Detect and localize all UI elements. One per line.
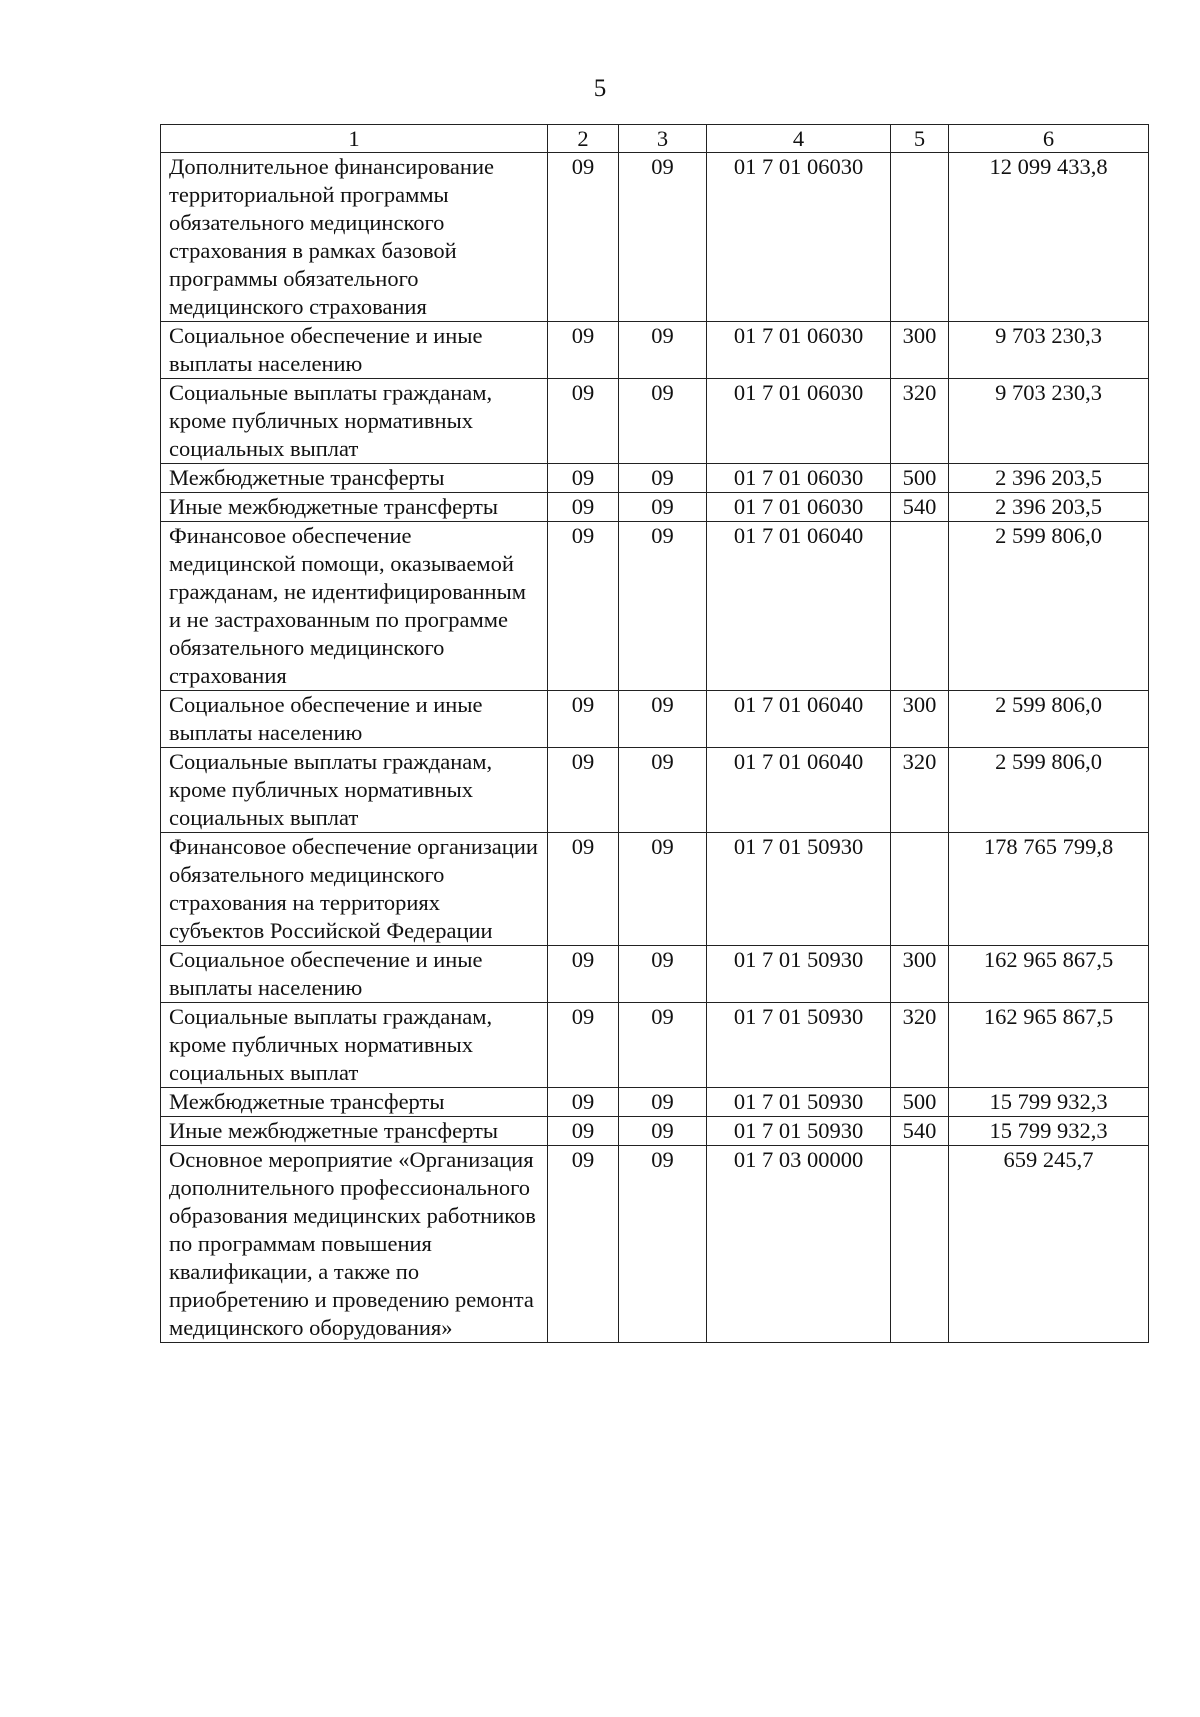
row-target-article-cell: 01 7 01 50930 [707,1117,891,1146]
table-row [161,691,1149,748]
row-name-cell: Иные межбюджетные трансферты [161,1117,548,1146]
row-name-cell: Социальное обеспечение и иные выплаты населению [161,691,548,748]
row-section-cell: 09 [548,833,619,946]
column-header-4: 4 [707,125,891,153]
row-subsection-cell: 09 [619,493,707,522]
column-header-6: 6 [949,125,1149,153]
row-target-article-cell: 01 7 01 06030 [707,464,891,493]
row-target-article-cell: 01 7 01 06030 [707,493,891,522]
row-section-cell: 09 [548,1146,619,1343]
row-expense-type-cell: 320 [891,748,949,833]
row-section-cell: 09 [548,493,619,522]
row-amount-cell: 2 599 806,0 [949,522,1149,691]
column-header-1: 1 [161,125,548,153]
row-subsection-cell: 09 [619,946,707,1003]
table-row [161,1003,1149,1088]
budget-table [160,124,1149,1343]
column-header-3: 3 [619,125,707,153]
row-section-cell: 09 [548,1117,619,1146]
row-target-article-cell: 01 7 01 50930 [707,1088,891,1117]
row-target-article-cell: 01 7 01 06030 [707,379,891,464]
row-name-cell: Основное мероприятие «Организация дополнительного профессионального образования медицинских работников по программам повышения квалификации, а также по приобретению и проведению ремонта медицинского оборудования» [161,1146,548,1343]
row-subsection-cell: 09 [619,833,707,946]
row-subsection-cell: 09 [619,153,707,322]
row-subsection-cell: 09 [619,1117,707,1146]
row-section-cell: 09 [548,691,619,748]
row-subsection-cell: 09 [619,464,707,493]
row-target-article-cell: 01 7 01 06040 [707,748,891,833]
table-row [161,522,1149,691]
row-expense-type-cell [891,1146,949,1343]
header-row [161,125,1149,153]
row-subsection-cell: 09 [619,1088,707,1117]
row-name-cell: Социальные выплаты гражданам, кроме публичных нормативных социальных выплат [161,379,548,464]
row-amount-cell: 9 703 230,3 [949,379,1149,464]
row-name-cell: Социальные выплаты гражданам, кроме публичных нормативных социальных выплат [161,1003,548,1088]
table-row [161,1117,1149,1146]
table-row [161,748,1149,833]
table-row [161,153,1149,322]
row-amount-cell: 178 765 799,8 [949,833,1149,946]
row-target-article-cell: 01 7 01 50930 [707,946,891,1003]
row-expense-type-cell: 320 [891,1003,949,1088]
row-section-cell: 09 [548,464,619,493]
row-subsection-cell: 09 [619,379,707,464]
page-number: 5 [593,75,607,102]
row-amount-cell: 9 703 230,3 [949,322,1149,379]
row-amount-cell: 15 799 932,3 [949,1117,1149,1146]
row-section-cell: 09 [548,153,619,322]
row-name-cell: Финансовое обеспечение медицинской помощи, оказываемой гражданам, не идентифицированным и не застрахованным по программе обязательного медицинского страхования [161,522,548,691]
row-subsection-cell: 09 [619,1146,707,1343]
row-target-article-cell: 01 7 01 06030 [707,322,891,379]
table-row [161,493,1149,522]
row-target-article-cell: 01 7 01 06040 [707,691,891,748]
table-row [161,464,1149,493]
table-row [161,946,1149,1003]
row-section-cell: 09 [548,946,619,1003]
row-expense-type-cell: 500 [891,1088,949,1117]
row-expense-type-cell [891,522,949,691]
row-target-article-cell: 01 7 01 06040 [707,522,891,691]
row-name-cell: Финансовое обеспечение организации обязательного медицинского страхования на территориях субъектов Российской Федерации [161,833,548,946]
row-expense-type-cell: 300 [891,322,949,379]
row-section-cell: 09 [548,322,619,379]
row-amount-cell: 162 965 867,5 [949,1003,1149,1088]
row-name-cell: Иные межбюджетные трансферты [161,493,548,522]
table-row [161,1146,1149,1343]
row-expense-type-cell [891,833,949,946]
row-subsection-cell: 09 [619,691,707,748]
row-target-article-cell: 01 7 03 00000 [707,1146,891,1343]
row-amount-cell: 2 599 806,0 [949,691,1149,748]
row-subsection-cell: 09 [619,1003,707,1088]
column-header-2: 2 [548,125,619,153]
table-row [161,833,1149,946]
row-section-cell: 09 [548,1003,619,1088]
table-row [161,379,1149,464]
column-header-5: 5 [891,125,949,153]
row-expense-type-cell: 540 [891,493,949,522]
row-amount-cell: 2 396 203,5 [949,464,1149,493]
row-expense-type-cell [891,153,949,322]
row-subsection-cell: 09 [619,322,707,379]
row-amount-cell: 2 599 806,0 [949,748,1149,833]
row-amount-cell: 162 965 867,5 [949,946,1149,1003]
row-target-article-cell: 01 7 01 06030 [707,153,891,322]
row-section-cell: 09 [548,748,619,833]
row-amount-cell: 2 396 203,5 [949,493,1149,522]
table-body [161,153,1149,1343]
row-name-cell: Социальные выплаты гражданам, кроме публичных нормативных социальных выплат [161,748,548,833]
row-target-article-cell: 01 7 01 50930 [707,1003,891,1088]
row-expense-type-cell: 300 [891,691,949,748]
row-section-cell: 09 [548,379,619,464]
row-name-cell: Межбюджетные трансферты [161,464,548,493]
row-amount-cell: 15 799 932,3 [949,1088,1149,1117]
row-target-article-cell: 01 7 01 50930 [707,833,891,946]
row-name-cell: Социальное обеспечение и иные выплаты населению [161,946,548,1003]
row-name-cell: Социальное обеспечение и иные выплаты населению [161,322,548,379]
row-expense-type-cell: 320 [891,379,949,464]
row-section-cell: 09 [548,522,619,691]
table-row [161,1088,1149,1117]
row-amount-cell: 12 099 433,8 [949,153,1149,322]
row-expense-type-cell: 540 [891,1117,949,1146]
row-name-cell: Межбюджетные трансферты [161,1088,548,1117]
row-expense-type-cell: 500 [891,464,949,493]
row-name-cell: Дополнительное финансирование территориальной программы обязательного медицинского страхования в рамках базовой программы обязательного медицинского страхования [161,153,548,322]
row-subsection-cell: 09 [619,748,707,833]
row-section-cell: 09 [548,1088,619,1117]
row-expense-type-cell: 300 [891,946,949,1003]
row-subsection-cell: 09 [619,522,707,691]
table-row [161,322,1149,379]
row-amount-cell: 659 245,7 [949,1146,1149,1343]
